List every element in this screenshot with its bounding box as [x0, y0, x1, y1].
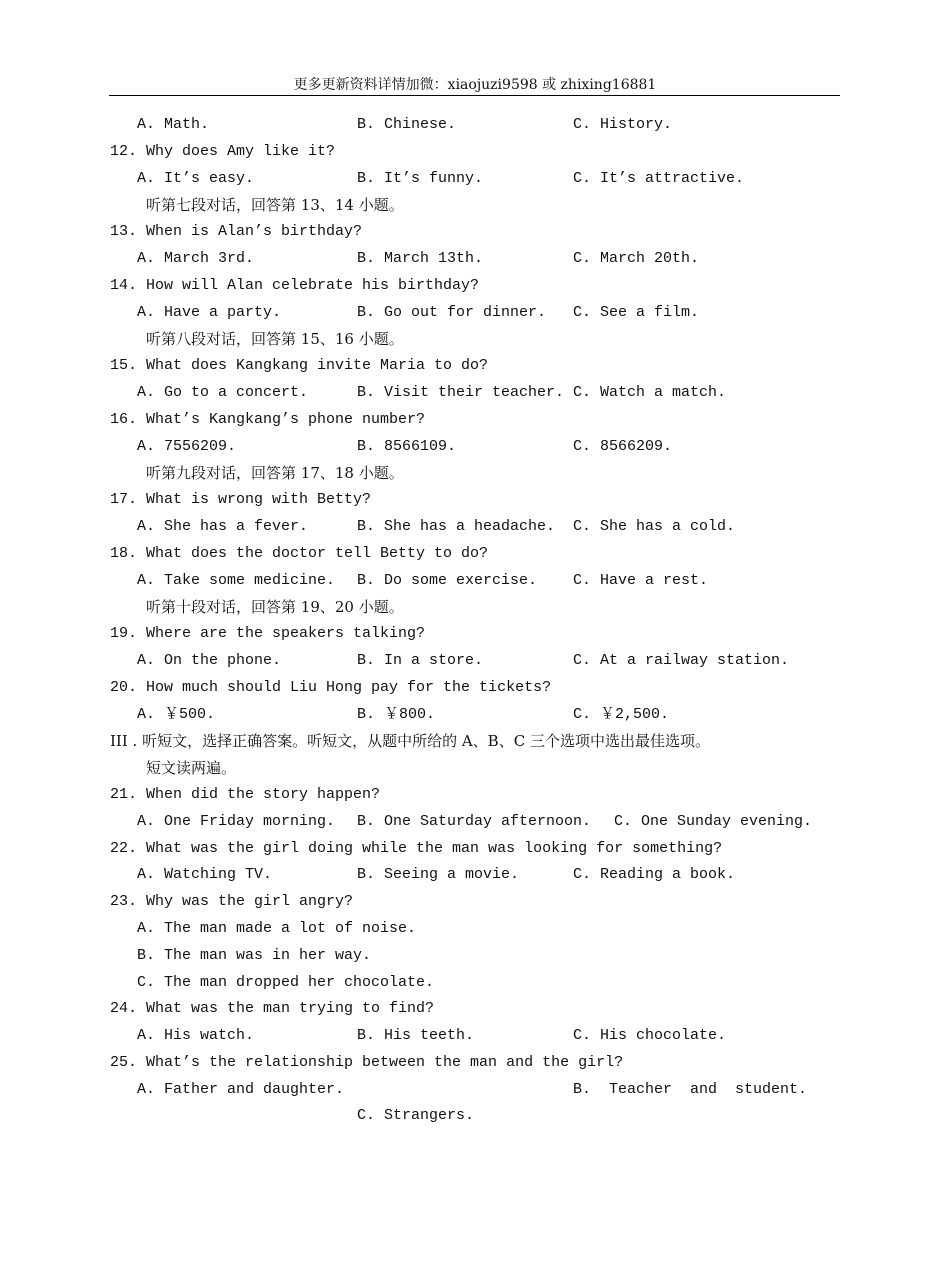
question-22: 22. What was the girl doing while the man was looking for something? — [110, 839, 723, 857]
option-b: B. In a store. — [357, 651, 484, 669]
question-24: 24. What was the man trying to find? — [110, 1000, 435, 1018]
section-instruction: 短文读两遍。 — [146, 759, 237, 778]
option-a: A. Father and daughter. — [137, 1080, 345, 1098]
option-a: A. His watch. — [137, 1027, 255, 1045]
option-a: A. March 3rd. — [137, 249, 255, 267]
question-12: 12. Why does Amy like it? — [110, 142, 336, 160]
option-a: A. One Friday morning. — [137, 812, 336, 830]
exam-content — [0, 112, 950, 1130]
options-row — [0, 246, 950, 273]
options-row — [0, 648, 950, 675]
option-c: C. The man dropped her chocolate. — [137, 973, 435, 991]
option-c: C. 8566209. — [573, 437, 673, 455]
question-20: 20. How much should Liu Hong pay for the tickets? — [110, 678, 552, 696]
page-header: 更多更新资料详情加微：xiaojuzi9598 或 zhixing16881 — [293, 77, 657, 93]
option-c: C. One Sunday evening. — [614, 812, 813, 830]
option-c: C. Reading a book. — [573, 866, 736, 884]
option-b: B. The man was in her way. — [137, 946, 372, 964]
option-c: C. See a film. — [573, 303, 700, 321]
options-row — [0, 380, 950, 407]
option-b: B. It’s funny. — [357, 169, 484, 187]
option-a: A. Go to a concert. — [137, 383, 309, 401]
option-a: A. 7556209. — [137, 437, 237, 455]
option-a: A. Math. — [137, 116, 210, 133]
option-a: A. It’s easy. — [137, 169, 255, 187]
options-row — [0, 970, 950, 997]
options-row — [0, 1103, 950, 1130]
option-b: B. Chinese. — [357, 116, 457, 133]
question-15: 15. What does Kangkang invite Maria to do? — [110, 357, 489, 375]
option-b: B. Teacher and student. — [573, 1080, 808, 1098]
option-b: B. Go out for dinner. — [357, 303, 547, 321]
question-17: 17. What is wrong with Betty? — [110, 491, 372, 509]
options-row — [0, 300, 950, 327]
section-instruction: 听第十段对话，回答第 19、20 小题。 — [146, 598, 404, 617]
options-row — [0, 702, 950, 729]
section-instruction: 听第七段对话，回答第 13、14 小题。 — [146, 196, 404, 215]
option-b: B. His teeth. — [357, 1027, 475, 1045]
option-b: B. Do some exercise. — [357, 571, 538, 589]
option-c: C. History. — [573, 116, 673, 133]
option-a: A. Have a party. — [137, 303, 282, 321]
options-row — [0, 514, 950, 541]
question-21: 21. When did the story happen? — [110, 785, 381, 803]
question-14: 14. How will Alan celebrate his birthday? — [110, 276, 480, 294]
question-18: 18. What does the doctor tell Betty to do? — [110, 544, 489, 562]
section-heading: III . 听短文，选择正确答案。听短文，从题中所给的 A、B、C 三个选项中选出最佳选项。 — [110, 732, 710, 751]
option-b: B. 8566109. — [357, 437, 457, 455]
options-row — [0, 862, 950, 889]
header-divider — [109, 95, 840, 96]
option-a: A. ￥500. — [137, 705, 216, 723]
option-b: B. ￥800. — [357, 705, 436, 723]
option-c: C. She has a cold. — [573, 517, 736, 535]
option-a: A. On the phone. — [137, 651, 282, 669]
question-19: 19. Where are the speakers talking? — [110, 625, 426, 643]
option-c: C. March 20th. — [573, 249, 700, 267]
option-c: C. Have a rest. — [573, 571, 709, 589]
option-c: C. At a railway station. — [573, 651, 790, 669]
section-instruction: 听第八段对话，回答第 15、16 小题。 — [146, 330, 404, 349]
question-16: 16. What’s Kangkang’s phone number? — [110, 410, 426, 428]
option-c: C. It’s attractive. — [573, 169, 745, 187]
options-row — [0, 568, 950, 595]
option-b: B. Visit their teacher. — [357, 383, 565, 401]
option-a: A. She has a fever. — [137, 517, 309, 535]
option-b: B. She has a headache. — [357, 517, 556, 535]
option-c: C. His chocolate. — [573, 1027, 727, 1045]
option-c: C. Watch a match. — [573, 383, 727, 401]
option-a: A. Watching TV. — [137, 866, 273, 884]
option-a: A. The man made a lot of noise. — [137, 919, 417, 937]
options-row — [0, 916, 950, 943]
option-a: A. Take some medicine. — [137, 571, 336, 589]
option-c: C. Strangers. — [357, 1107, 475, 1125]
question-23: 23. Why was the girl angry? — [110, 893, 354, 911]
option-b: B. Seeing a movie. — [357, 866, 520, 884]
option-b: B. March 13th. — [357, 249, 484, 267]
options-row — [0, 434, 950, 461]
question-25: 25. What’s the relationship between the man and the girl? — [110, 1053, 624, 1071]
options-row — [0, 1077, 950, 1104]
option-c: C. ￥2,500. — [573, 705, 670, 723]
options-row — [0, 809, 950, 836]
options-row — [0, 112, 950, 139]
section-instruction: 听第九段对话，回答第 17、18 小题。 — [146, 464, 404, 483]
options-row — [0, 166, 950, 193]
options-row — [0, 943, 950, 970]
options-row — [0, 1023, 950, 1050]
question-13: 13. When is Alan’s birthday? — [110, 223, 363, 241]
option-b: B. One Saturday afternoon. — [357, 812, 592, 830]
